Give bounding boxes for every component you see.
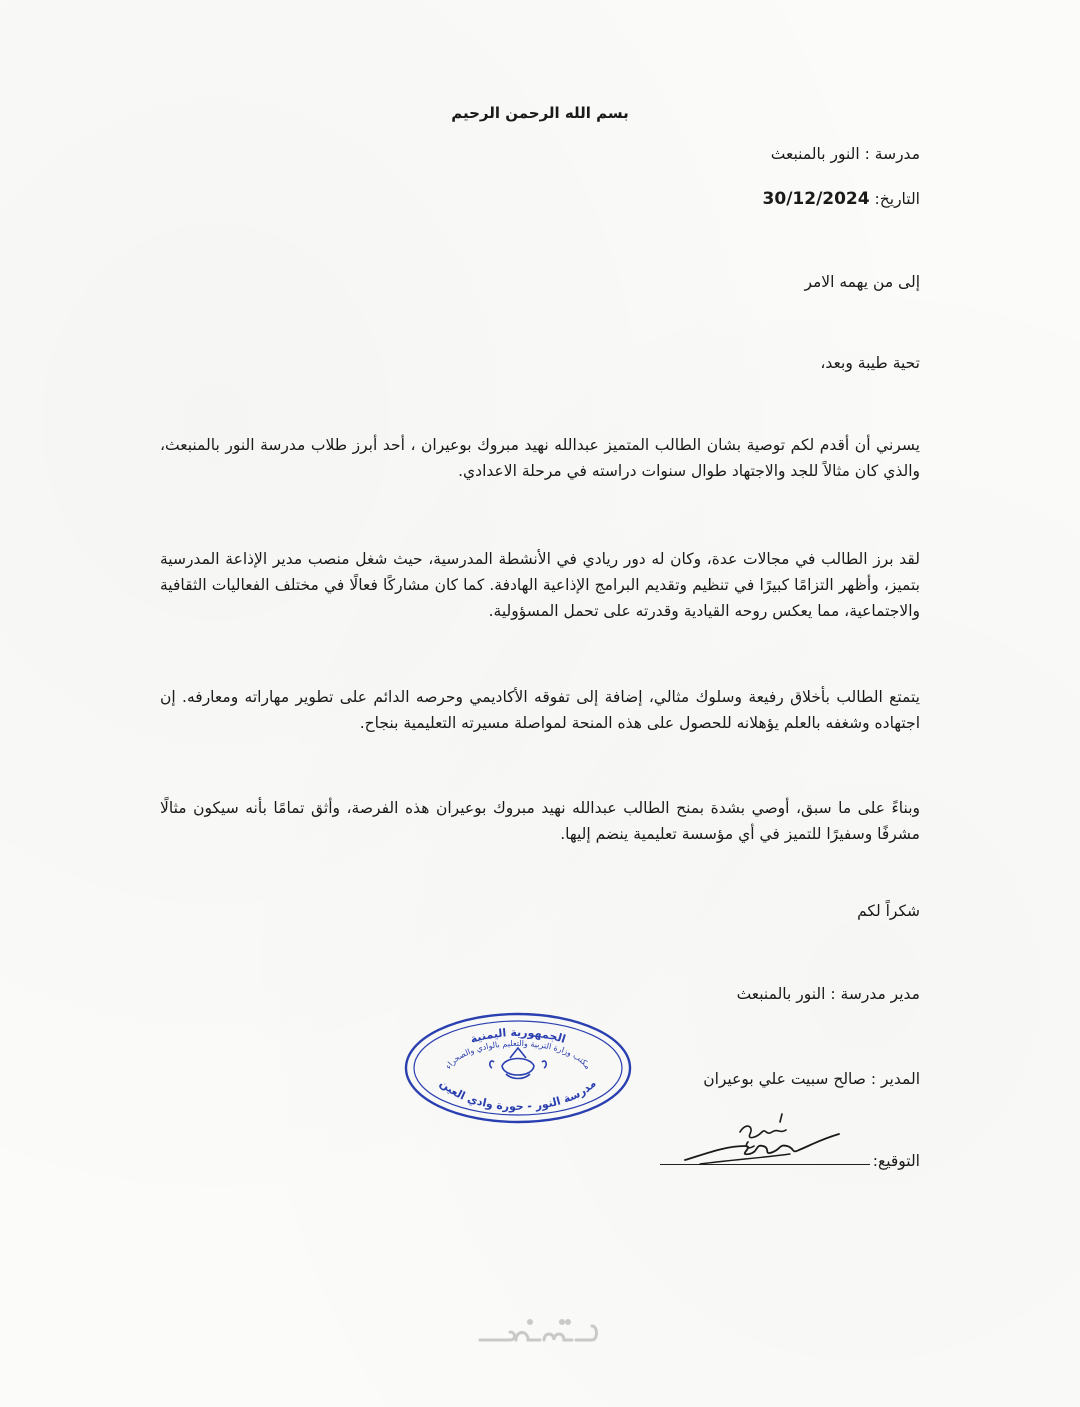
school-stamp	[402, 1010, 634, 1126]
greeting-line: تحية طيبة وبعد،	[820, 354, 920, 372]
signature-label: التوقيع:	[872, 1152, 920, 1170]
emblem-icon	[490, 1048, 546, 1079]
paragraph-3: يتمتع الطالب بأخلاق رفيعة وسلوك مثالي، إضافة إلى تفوقه الأكاديمي وحرصه الدائم على تطوير مهاراته ومعارفه. إن اجتهاده وشغفه بالعلم يؤهلانه للحصول على هذه المنحة لمواصلة مسيرته التعليمية بنجاح.	[160, 688, 920, 732]
date-line	[763, 188, 920, 210]
principal-name-line: المدير : صالح سبيت علي بوعيران	[703, 1070, 920, 1088]
closing-line: شكراً لكم	[857, 902, 920, 920]
stamp-top-text: الجمهورية اليمنية	[468, 1025, 568, 1046]
stamp-mid-text: مكتب وزارة التربية والتعليم بالوادي والصحراء	[443, 1038, 593, 1071]
school-line: مدرسة : النور بالمنبعث	[770, 145, 920, 163]
principal-school-line: مدير مدرسة : النور بالمنبعث	[736, 985, 920, 1003]
svg-text:مكتب وزارة التربية والتعليم با	[444, 1039, 593, 1071]
basmala-heading: بسم الله الرحمن الرحيم	[451, 104, 629, 122]
paragraph-1: يسرني أن أقدم لكم توصية بشان الطالب المتميز عبدالله نهيد مبروك بوعيران ، أحد أبرز طلاب مدرسة النور بالمنبعث، والذي كان مثالاً للجد والاجتهاد طوال سنوات دراسته في مرحلة الاعدادي.	[160, 436, 920, 480]
date-label: التاريخ:	[874, 190, 920, 208]
handwritten-signature	[680, 1102, 880, 1172]
paragraph-4: وبناءً على ما سبق، أوصي بشدة بمنح الطالب عبدالله نهيد مبروك بوعيران هذه الفرصة، وأثق تمامًا بأنه سيكون مثالًا مشرفًا وسفيرًا للتميز في أي مؤسسة تعليمية ينضم إليها.	[160, 799, 920, 843]
khamsat-logo-icon	[470, 1308, 610, 1358]
date-value: 30/12/2024	[762, 189, 870, 209]
paragraph-2: لقد برز الطالب في مجالات عدة، وكان له دور ريادي في الأنشطة المدرسية، حيث شغل منصب مدير الإذاعة المدرسية بتميز، وأظهر التزامًا كبيرًا في تنظيم وتقديم البرامج الإذاعية الهادفة. كما كان مشاركًا فعالًا في مختلف الفعاليات الثقافية والاجتماعية، مما يعكس روحه القيادية وقدرته على تحمل المسؤولية.	[160, 550, 920, 620]
stamp-bottom-text: مدرسة النور - حورة وادي العين	[437, 1076, 599, 1114]
recipient-line: إلى من يهمه الامر	[804, 273, 920, 291]
